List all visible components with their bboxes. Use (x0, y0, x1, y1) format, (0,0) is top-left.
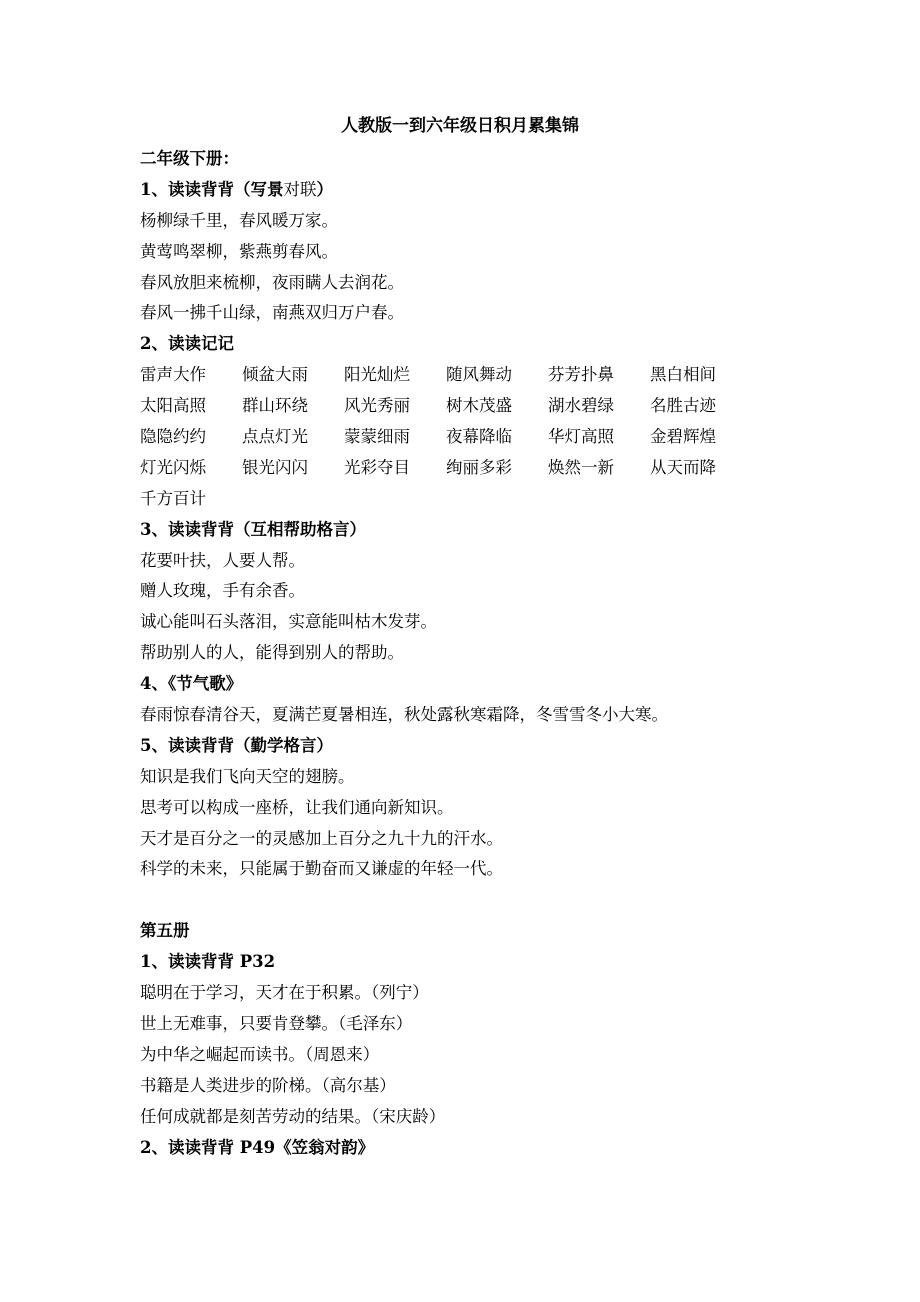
grade2-section4-heading: 4、《节气歌》 (140, 674, 243, 694)
text-line: 春风一拂千山绿，南燕双归万户春。 (140, 303, 404, 323)
word: 湖水碧绿 (548, 396, 614, 416)
word: 绚丽多彩 (446, 457, 512, 477)
word: 树木茂盛 (446, 396, 512, 416)
text-line: 书籍是人类进步的阶梯。（高尔基） (140, 1075, 396, 1095)
word-row (140, 422, 840, 453)
blank-line (140, 885, 840, 916)
word-row (140, 484, 840, 515)
word: 焕然一新 (548, 457, 614, 477)
text-line: 杨柳绿千里，春风暖万家。 (140, 210, 338, 230)
text-line: 知识是我们飞向天空的翅膀。 (140, 766, 355, 786)
text-line: 诚心能叫石头落泪，实意能叫枯木发芽。 (140, 612, 437, 632)
word-row (140, 360, 840, 391)
word: 光彩夺目 (344, 457, 410, 477)
section-heading-bold: 1、读读背背（写景 (140, 179, 284, 199)
word: 黑白相间 (650, 365, 716, 385)
text-line: 聪明在于学习，天才在于积累。（列宁） (140, 983, 429, 1003)
text-line: 科学的未来，只能属于勤奋而又谦虚的年轻一代。 (140, 859, 503, 879)
grade2-section1-heading (140, 175, 840, 206)
text-line: 花要叶扶，人要人帮。 (140, 550, 305, 570)
word-row (140, 453, 840, 484)
grade2-section3-heading: 3、读读背背（互相帮助格言） (140, 519, 366, 539)
document-title: 人教版一到六年级日积月累集锦 (341, 116, 579, 136)
grade2-section2-heading: 2、读读记记 (140, 334, 234, 354)
document-body (140, 144, 840, 1163)
text-line: 黄莺鸣翠柳，紫燕剪春风。 (140, 241, 338, 261)
book5-heading: 第五册 (140, 921, 190, 941)
word: 风光秀丽 (344, 396, 410, 416)
grade2-section5-heading: 5、读读背背（勤学格言） (140, 735, 333, 755)
text-line: 为中华之崛起而读书。（周恩来） (140, 1044, 380, 1064)
word: 太阳高照 (140, 396, 206, 416)
word: 千方百计 (140, 488, 206, 508)
text-line: 春雨惊春清谷天，夏满芒夏暑相连，秋处露秋寒霜降，冬雪雪冬小大寒。 (140, 705, 668, 725)
text-line: 任何成就都是刻苦劳动的结果。（宋庆龄） (140, 1106, 446, 1126)
word: 从天而降 (650, 457, 716, 477)
word: 芬芳扑鼻 (548, 365, 614, 385)
text-line: 春风放胆来梳柳，夜雨瞒人去润花。 (140, 272, 404, 292)
word: 阳光灿烂 (344, 365, 410, 385)
word: 灯光闪烁 (140, 457, 206, 477)
text-line: 天才是百分之一的灵感加上百分之九十九的汗水。 (140, 828, 503, 848)
word: 倾盆大雨 (242, 365, 308, 385)
word: 夜幕降临 (446, 427, 512, 447)
word: 点点灯光 (242, 427, 308, 447)
word: 华灯高照 (548, 427, 614, 447)
text-line: 赠人玫瑰，手有余香。 (140, 581, 305, 601)
text-line: 思考可以构成一座桥，让我们通向新知识。 (140, 797, 454, 817)
word-row (140, 391, 840, 422)
word: 名胜古迹 (650, 396, 716, 416)
word: 蒙蒙细雨 (344, 427, 410, 447)
text-line: 帮助别人的人，能得到别人的帮助。 (140, 643, 404, 663)
word: 银光闪闪 (242, 457, 308, 477)
text-line: 世上无难事，只要肯登攀。（毛泽东） (140, 1013, 413, 1033)
word: 雷声大作 (140, 365, 206, 385)
word: 金碧辉煌 (650, 427, 716, 447)
section-heading-light: 对联 (283, 179, 317, 199)
word: 隐隐约约 (140, 427, 206, 447)
section-heading-end: ） (316, 179, 333, 199)
book5-section1-heading: 1、读读背背 P32 (140, 952, 276, 972)
book5-section2-heading: 2、读读背背 P49《笠翁对韵》 (140, 1137, 375, 1157)
word: 随风舞动 (446, 365, 512, 385)
word: 群山环绕 (242, 396, 308, 416)
grade2-heading: 二年级下册： (140, 149, 239, 168)
